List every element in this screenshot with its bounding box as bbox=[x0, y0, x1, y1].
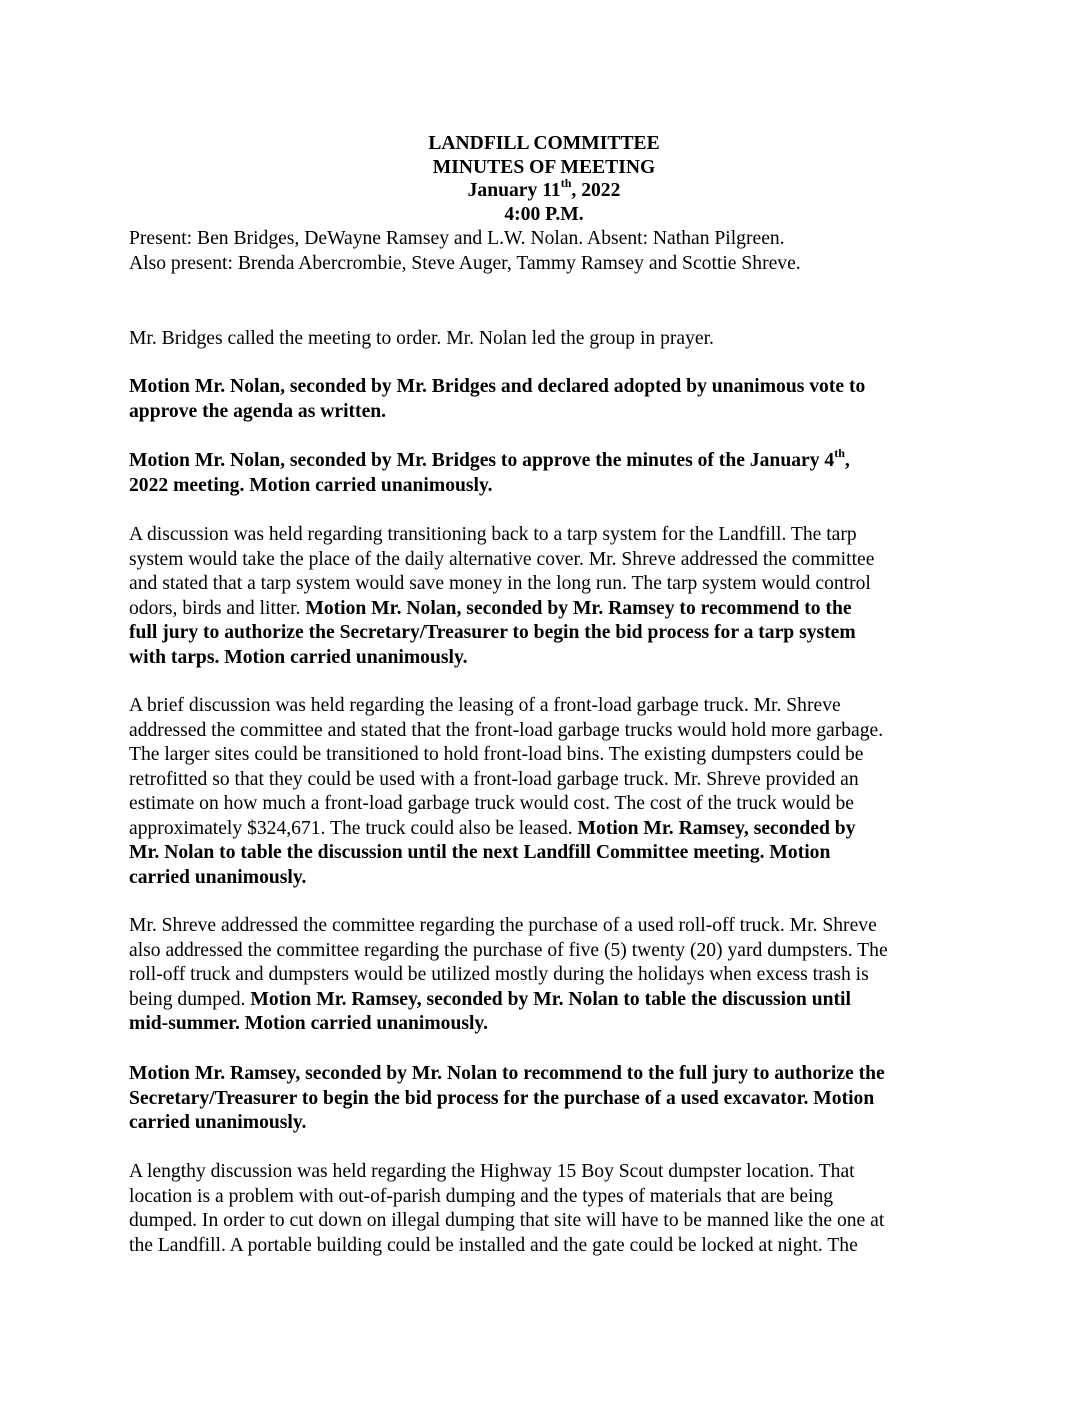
header-subtitle: MINUTES OF MEETING bbox=[432, 156, 656, 178]
motion-agenda-paragraph: Motion Mr. Nolan, seconded by Mr. Bridges and declared adopted by unanimous vote to approve the agenda as written. bbox=[129, 376, 866, 422]
header-date: January 11th, 2022 bbox=[467, 176, 621, 201]
call-to-order-paragraph: Mr. Bridges called the meeting to order. Mr. Nolan led the group in prayer. bbox=[129, 328, 714, 349]
garbage-truck-paragraph: A brief discussion was held regarding the leasing of a front-load garbage truck. Mr. Shreve addressed the committee and stated that the front-load garbage trucks would hold more garbage. The larger sites could be transitioned to hold front-load bins. The existing dumpsters could be retrofitted so that they could be used with a front-load garbage truck. Mr. Shreve provided an estimate on how much a front-load garbage truck would cost. The cost of the truck would be approximately $324,671. The truck could also be leased. Motion Mr. Ramsey, seconded by Mr. Nolan to table the discussion until the next Landfill Committee meeting. Motion carried unanimously. bbox=[129, 695, 884, 888]
tarp-system-paragraph: A discussion was held regarding transitioning back to a tarp system for the Landfill. The tarp system would take the place of the daily alternative cover. Mr. Shreve addressed the committee and stated that a tarp system would save money in the long run. The tarp system would control odors, birds and litter. Motion Mr. Nolan, seconded by Mr. Ramsey to recommend to the full jury to authorize the Secretary/Treasurer to begin the bid process for a tarp system with tarps. Motion carried unanimously. bbox=[129, 524, 875, 668]
highway15-paragraph: A lengthy discussion was held regarding the Highway 15 Boy Scout dumpster location. That location is a problem with out-of-parish dumping and the types of materials that are being dumped. In order to cut down on illegal dumping that site will have to be manned like the one at the Landfill. A portable building could be installed and the gate could be locked at night. The bbox=[129, 1161, 885, 1256]
rolloff-truck-paragraph: Mr. Shreve addressed the committee regarding the purchase of a used roll-off truck. Mr. Shreve also addressed the committee regarding the purchase of five (5) twenty (20) yard dumpsters. The roll-off truck and dumpsters would be utilized mostly during the holidays when excess trash is being dumped. Motion Mr. Ramsey, seconded by Mr. Nolan to table the discussion until mid-summer. Motion carried unanimously. bbox=[129, 915, 888, 1034]
document-header bbox=[0, 132, 1088, 226]
header-title: LANDFILL COMMITTEE bbox=[428, 133, 660, 154]
header-time: 4:00 P.M. bbox=[504, 203, 584, 225]
motion-excavator-paragraph: Motion Mr. Ramsey, seconded by Mr. Nolan to recommend to the full jury to authorize the Secretary/Treasurer to begin the bid process for the purchase of a used excavator. Motion carried unanimously. bbox=[129, 1063, 885, 1133]
motion-minutes-paragraph: Motion Mr. Nolan, seconded by Mr. Bridges to approve the minutes of the January 4th, 2022 meeting. Motion carried unanimously. bbox=[129, 446, 850, 496]
attendance-paragraph: Present: Ben Bridges, DeWayne Ramsey and L.W. Nolan. Absent: Nathan Pilgreen. Also present: Brenda Abercrombie, Steve Auger, Tammy Ramsey and Scottie Shreve. bbox=[129, 228, 801, 274]
